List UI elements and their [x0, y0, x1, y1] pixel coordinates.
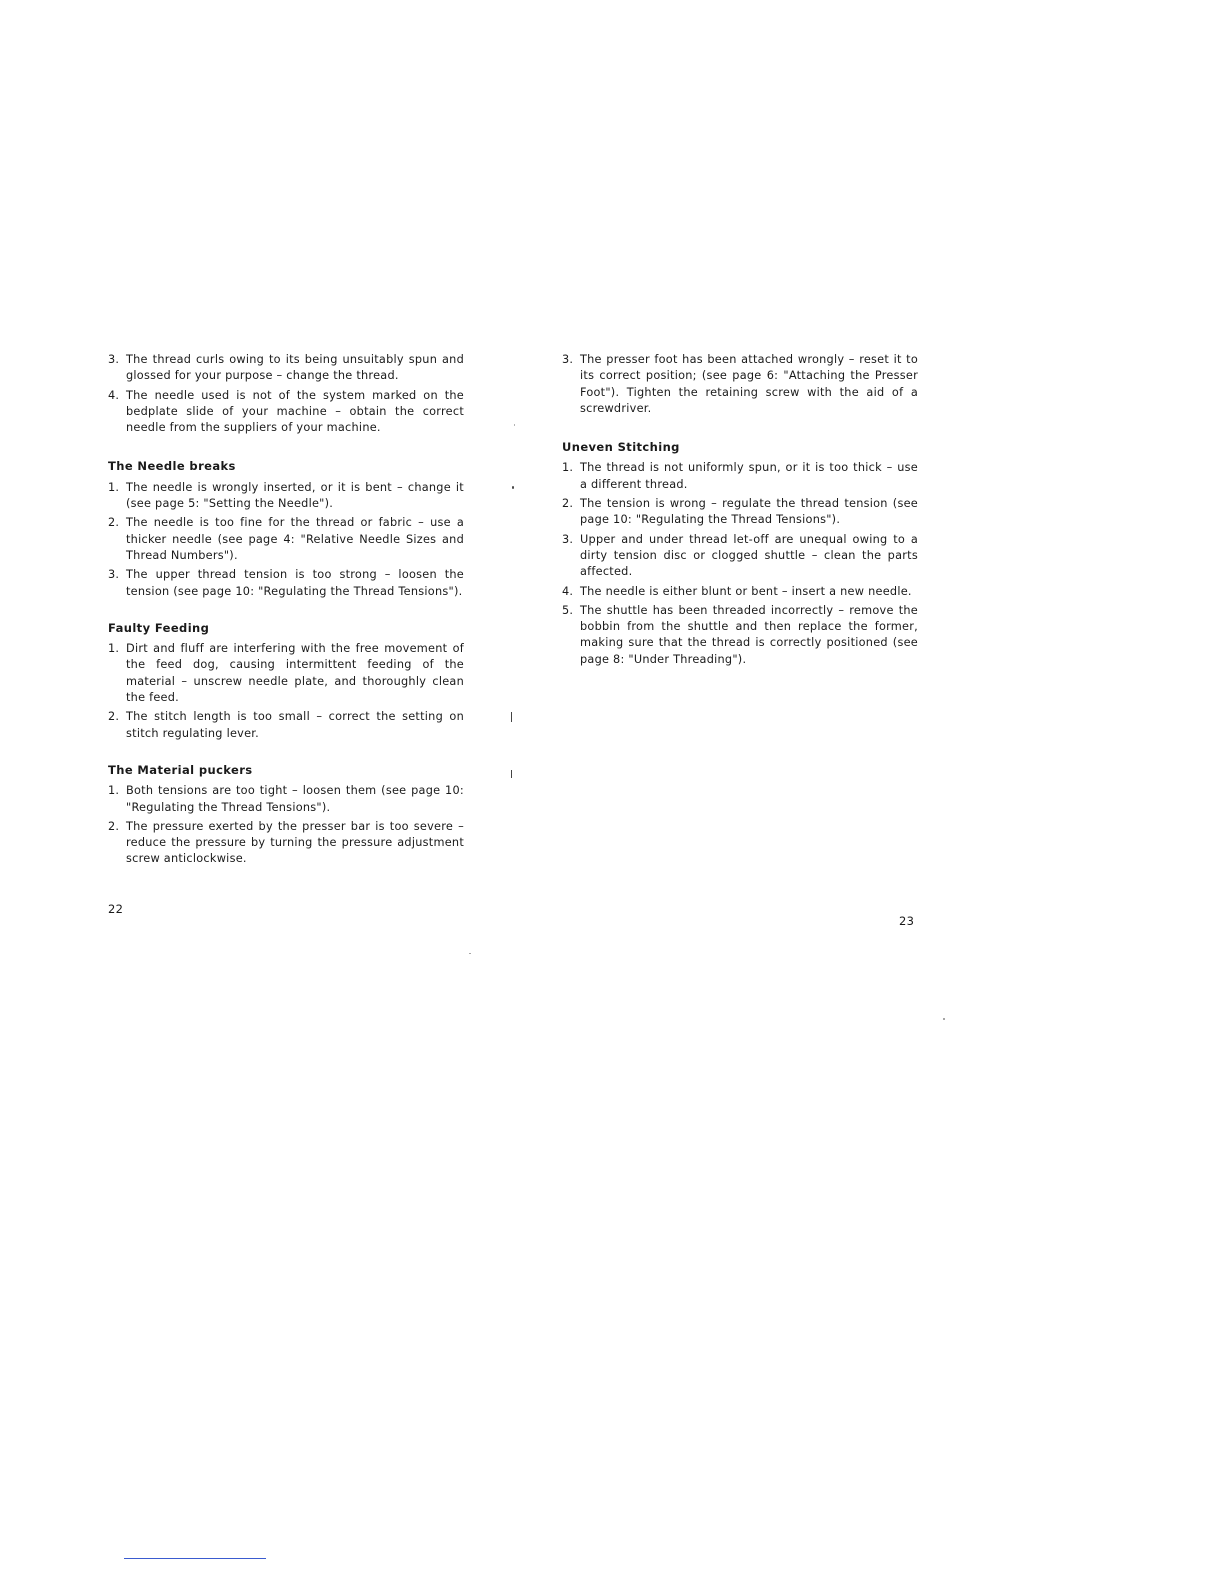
section-needle-breaks	[108, 458, 464, 599]
right-intro-list	[562, 352, 918, 417]
scan-edge-line	[124, 1558, 266, 1559]
section-material-puckers	[108, 762, 464, 868]
list-item-number: 3.	[108, 568, 120, 582]
list-item	[108, 819, 464, 868]
section-uneven-stitching	[562, 439, 918, 668]
list-item-number: 1.	[108, 642, 120, 656]
list-item-number: 3.	[562, 353, 574, 366]
scan-speck	[943, 1018, 945, 1020]
list-item	[108, 709, 464, 742]
list-item	[562, 584, 918, 600]
list-item	[562, 496, 918, 529]
left-page-column	[108, 352, 464, 888]
list-item-number: 1.	[562, 461, 574, 475]
list-item	[108, 783, 464, 816]
left-intro-list	[108, 352, 464, 436]
right-page-column	[562, 352, 918, 688]
list-item	[562, 603, 918, 668]
list-item-text: Upper and under thread let-off are unequal owing to a dirty tension disc or clogged shuttle – clean the parts affected.	[580, 532, 918, 579]
section-heading: Faulty Feeding	[108, 620, 210, 635]
list-item-text: The thread curls owing to its being unsuitably spun and glossed for your purpose – change the thread.	[126, 353, 464, 383]
list-item	[108, 480, 464, 513]
list-item-number: 1.	[108, 480, 120, 494]
scan-speck	[511, 770, 512, 778]
list-item-text: The presser foot has been attached wrongly – reset it to its correct position; (see page 6: "Attaching the Presser Foot"). Tighten the retaining screw with the aid of a screwdriver.	[580, 353, 918, 415]
list-item	[562, 352, 918, 417]
list-item-text: The upper thread tension is too strong – loosen the tension (see page 10: "Regulating the Thread Tensions").	[126, 568, 464, 598]
list-item	[108, 515, 464, 564]
scan-speck	[511, 712, 512, 722]
list-item-text: The thread is not uniformly spun, or it is too thick – use a different thread.	[580, 461, 918, 491]
list-item-text: The needle is too fine for the thread or fabric – use a thicker needle (see page 4: "Relative Needle Sizes and Thread Numbers").	[126, 516, 464, 562]
list-item-text: Dirt and fluff are interfering with the free movement of the feed dog, causing intermittent feeding of the material – unscrew needle plate, and thoroughly clean the feed.	[126, 642, 464, 705]
list-item	[562, 460, 918, 493]
list-item	[108, 352, 464, 385]
list-item-text: The needle is wrongly inserted, or it is bent – change it (see page 5: "Setting the Needle").	[126, 480, 464, 511]
scan-speck	[512, 486, 514, 489]
list-item-text: The shuttle has been threaded incorrectly – remove the bobbin from the shuttle and then replace the former, making sure that the thread is correctly positioned (see page 8: "Under Threading").	[580, 603, 918, 666]
list-item-number: 2.	[108, 819, 120, 833]
list-item-number: 3.	[108, 353, 120, 366]
list-item-number: 4.	[562, 584, 574, 598]
list-item-number: 3.	[562, 532, 574, 546]
list-item-text: The needle is either blunt or bent – insert a new needle.	[580, 584, 912, 598]
list-item	[108, 388, 464, 437]
list-item	[108, 641, 464, 706]
list-item-text: Both tensions are too tight – loosen them (see page 10: "Regulating the Thread Tensions").	[126, 784, 464, 814]
list-item	[108, 567, 464, 600]
list-item-text: The pressure exerted by the presser bar is too severe – reduce the pressure by turning the pressure adjustment screw anticlockwise.	[126, 819, 464, 866]
section-heading: The Material puckers	[108, 762, 253, 777]
list-item-number: 5.	[562, 603, 574, 617]
list-item-number: 4.	[108, 388, 120, 402]
list-item-text: The stitch length is too small – correct the setting on stitch regulating lever.	[126, 710, 464, 740]
section-heading: Uneven Stitching	[562, 440, 680, 455]
section-heading: The Needle breaks	[108, 459, 236, 474]
list-item	[562, 532, 918, 581]
list-item-number: 2.	[108, 710, 120, 724]
list-item-number: 1.	[108, 784, 120, 798]
list-item-text: The tension is wrong – regulate the thread tension (see page 10: "Regulating the Thread Tensions").	[580, 497, 918, 527]
list-item-number: 2.	[562, 497, 574, 511]
page-number-right: 23	[899, 914, 915, 928]
page-number-left: 22	[108, 902, 124, 916]
section-faulty-feeding	[108, 620, 464, 742]
scan-speck	[514, 424, 515, 426]
list-item-number: 2.	[108, 516, 120, 530]
list-item-text: The needle used is not of the system marked on the bedplate slide of your machine – obtain the correct needle from the suppliers of your machine.	[126, 388, 464, 435]
scan-speck	[469, 953, 471, 954]
